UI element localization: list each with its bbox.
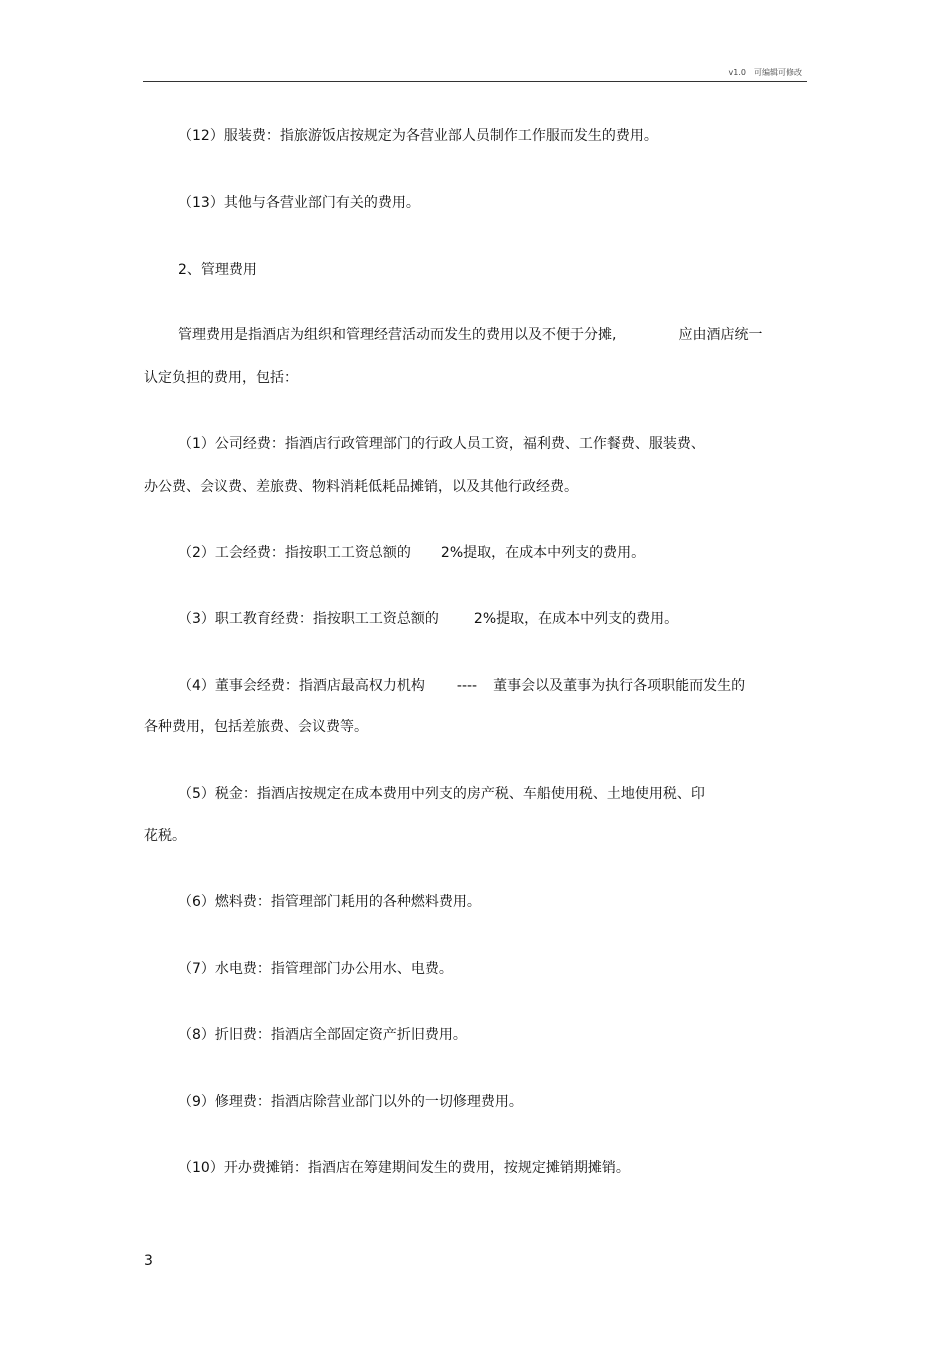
- mgmt-item-9: （9）修理费：指酒店除营业部门以外的一切修理费用。: [178, 1094, 523, 1110]
- mgmt-item-2: [178, 544, 645, 562]
- mgmt-item-7: （7）水电费：指管理部门办公用水、电费。: [178, 961, 453, 977]
- intro-line-1: [178, 326, 762, 344]
- mgmt-item-8: （8）折旧费：指酒店全部固定资产折旧费用。: [178, 1027, 467, 1043]
- mgmt-item-3-part-1: （3）职工教育经费：指按职工工资总额的: [178, 611, 439, 627]
- mgmt-item-4-dash: ----: [456, 678, 478, 694]
- mgmt-item-10: （10）开办费摊销：指酒店在筹建期间发生的费用，按规定摊销期摊销。: [178, 1160, 630, 1176]
- intro-line-2: 认定负担的费用，包括：: [144, 370, 298, 386]
- mgmt-item-2-part-2: 2%提取，在成本中列支的费用。: [440, 545, 646, 561]
- mgmt-item-4-part-2: 董事会以及董事为执行各项职能而发生的: [493, 678, 746, 694]
- intro-line-1-part-1: 管理费用是指酒店为组织和管理经营活动而发生的费用以及不便于分摊,: [178, 327, 617, 343]
- mgmt-item-1-line-1: （1）公司经费：指酒店行政管理部门的行政人员工资，福利费、工作餐费、服装费、: [178, 436, 705, 452]
- mgmt-item-1-line-2: 办公费、会议费、差旅费、物料消耗低耗品摊销，以及其他行政经费。: [144, 479, 578, 495]
- mgmt-item-4-line-1: [178, 677, 745, 695]
- mgmt-item-6: （6）燃料费：指管理部门耗用的各种燃料费用。: [178, 894, 481, 910]
- mgmt-item-4-part-1: （4）董事会经费：指酒店最高权力机构: [178, 678, 425, 694]
- paragraph-item-12: （12）服装费：指旅游饭店按规定为各营业部人员制作工作服而发生的费用。: [178, 128, 658, 144]
- mgmt-item-2-part-1: （2）工会经费：指按职工工资总额的: [178, 545, 411, 561]
- mgmt-item-4-line-2: 各种费用，包括差旅费、会议费等。: [144, 719, 368, 735]
- mgmt-item-5-line-1: （5）税金：指酒店按规定在成本费用中列支的房产税、车船使用税、土地使用税、印: [178, 786, 705, 802]
- intro-line-1-part-2: 应由酒店统一: [678, 327, 763, 343]
- page-header-version: v1.0 可编辑可修改: [728, 68, 802, 77]
- mgmt-item-5-line-2: 花税。: [144, 828, 186, 844]
- mgmt-item-3-part-2: 2%提取，在成本中列支的费用。: [473, 611, 679, 627]
- paragraph-item-13: （13）其他与各营业部门有关的费用。: [178, 195, 420, 211]
- page-number: 3: [144, 1253, 153, 1269]
- header-rule: [143, 81, 807, 82]
- section-title-management-expenses: 2、管理费用: [178, 262, 257, 278]
- mgmt-item-3: [178, 610, 678, 628]
